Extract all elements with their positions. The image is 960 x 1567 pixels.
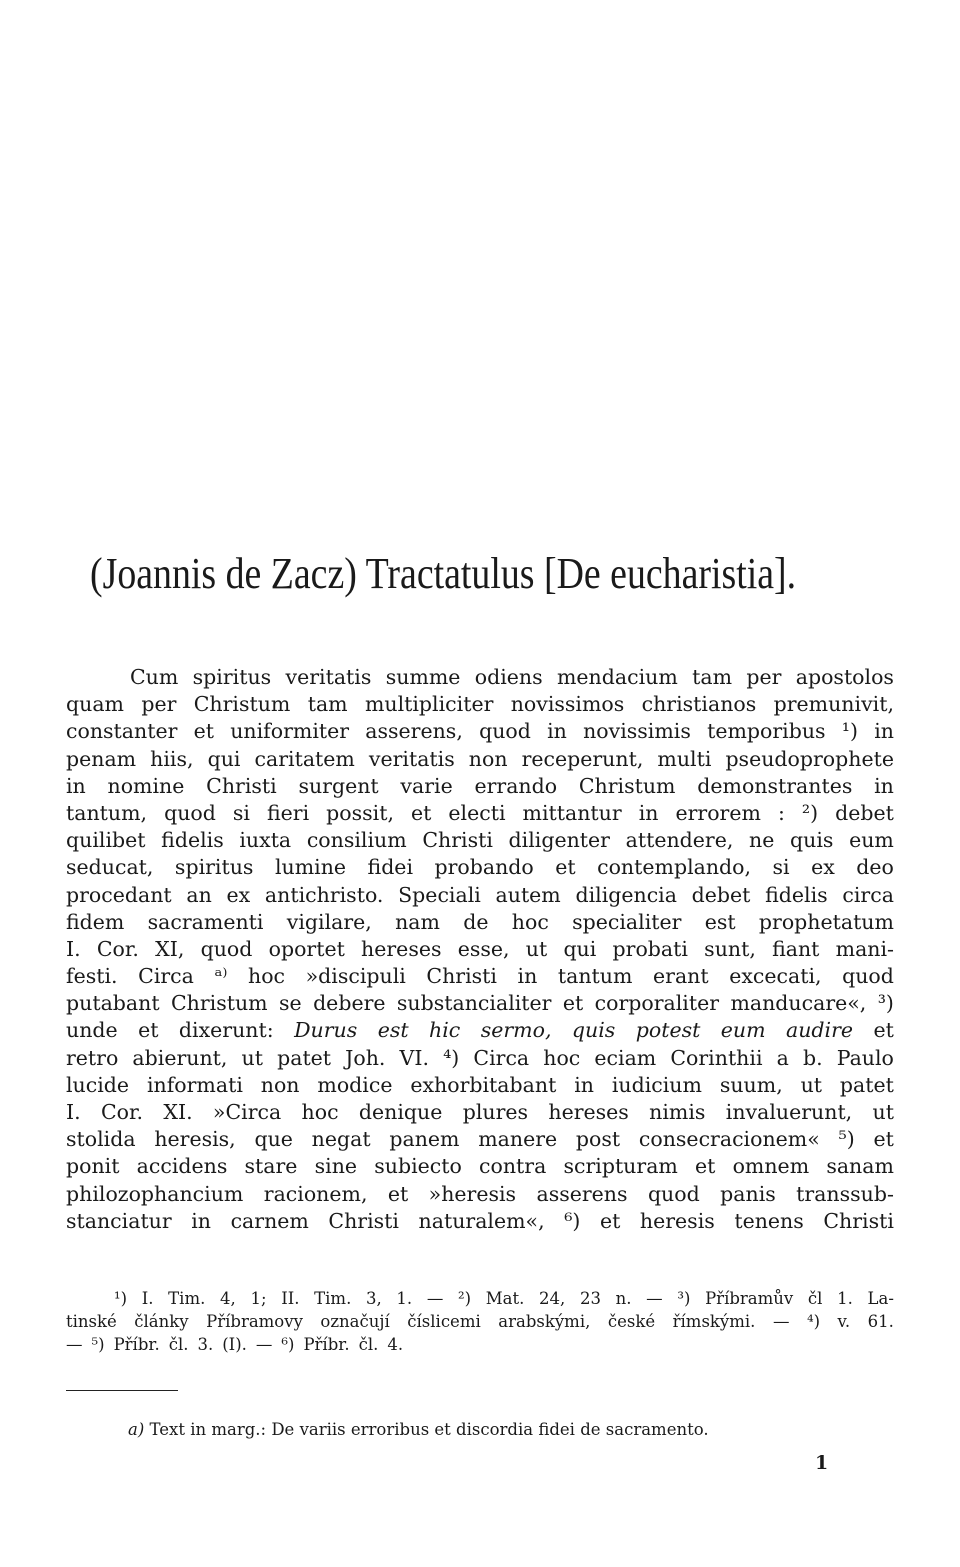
body-text-line: retro abierunt, ut patet Joh. VI. ⁴) Circa hoc eciam Corinthii a b. Paulo (66, 1045, 894, 1070)
body-text-line: constanter et uniformiter asserens, quod in novissimis temporibus ¹) in (66, 719, 894, 744)
body-text-line: quam per Christum tam multipliciter novissimos christianos premunivit, (66, 692, 894, 717)
body-text-line: I. Cor. XI. »Circa hoc denique plures hereses nimis invaluerunt, ut (66, 1100, 894, 1124)
body-text-line: Cum spiritus veritatis summe odiens mendacium tam per apostolos (130, 665, 894, 689)
body-text-line: stolida heresis, que negat panem manere post consecracionem« ⁵) et (66, 1127, 894, 1152)
body-text-line: procedant an ex antichristo. Speciali autem diligencia debet fidelis circa (66, 882, 894, 907)
body-text-line: lucide informati non modice exhorbitabant in iudicium suum, ut patet (66, 1072, 894, 1097)
body-text-line: philozophancium racionem, et »heresis asserens quod panis transsub- (66, 1181, 894, 1206)
margin-note-text: Text in marg.: De variis erroribus et discordia fidei de sacramento. (149, 1420, 709, 1439)
margin-note-marker: a) (128, 1420, 145, 1439)
footnote-line: — ⁵) Příbr. čl. 3. (I). — ⁶) Příbr. čl. 4. (66, 1335, 404, 1354)
body-text-line: tantum, quod si fieri possit, et electi mittantur in errorem : ²) debet (66, 800, 894, 825)
main-text (66, 664, 894, 1235)
body-text-line: fidem sacramenti vigilare, nam de hoc specialiter est prophetatum (66, 909, 894, 934)
body-text-line: stanciatur in carnem Christi naturalem«, ⁶) et heresis tenens Christi (66, 1208, 894, 1233)
body-text-line: I. Cor. XI, quod oportet hereses esse, ut qui probati sunt, fiant mani- (66, 936, 894, 961)
body-text-line: putabant Christum se debere substancialiter et corporaliter manducare«, ³) (66, 991, 894, 1016)
body-text-line: ponit accidens stare sine subiecto contra scripturam et omnem sanam (66, 1154, 894, 1179)
body-text-line: penam hiis, qui caritatem veritatis non receperunt, multi pseudoprophete (66, 746, 894, 771)
body-text-line: festi. Circa ᵃ⁾ hoc »discipuli Christi in tantum erant excecati, quod (66, 964, 894, 989)
body-text-line: unde et dixerunt: Durus est hic sermo, quis potest eum audire et (66, 1018, 894, 1043)
footnote-divider (66, 1390, 178, 1391)
margin-note (128, 1418, 709, 1441)
body-text-line: in nomine Christi surgent varie errando Christum demonstrantes in (66, 773, 894, 798)
body-text-line: seducat, spiritus lumine fidei probando et contemplando, si ex deo (66, 855, 894, 880)
page-title: (Joannis de Zacz) Tractatulus [De eucharistia]. (90, 549, 797, 598)
footnote-line: tinské články Příbramovy označují číslicemi arabskými, české římskými. — ⁴) v. 61. (66, 1312, 894, 1331)
page-number: 1 (815, 1452, 829, 1474)
footnotes (66, 1287, 894, 1356)
body-text-line: quilibet fidelis iuxta consilium Christi diligenter attendere, ne quis eum (66, 828, 894, 853)
footnote-line: ¹) I. Tim. 4, 1; II. Tim. 3, 1. — ²) Mat. 24, 23 n. — ³) Příbramův čl 1. La- (114, 1289, 894, 1308)
